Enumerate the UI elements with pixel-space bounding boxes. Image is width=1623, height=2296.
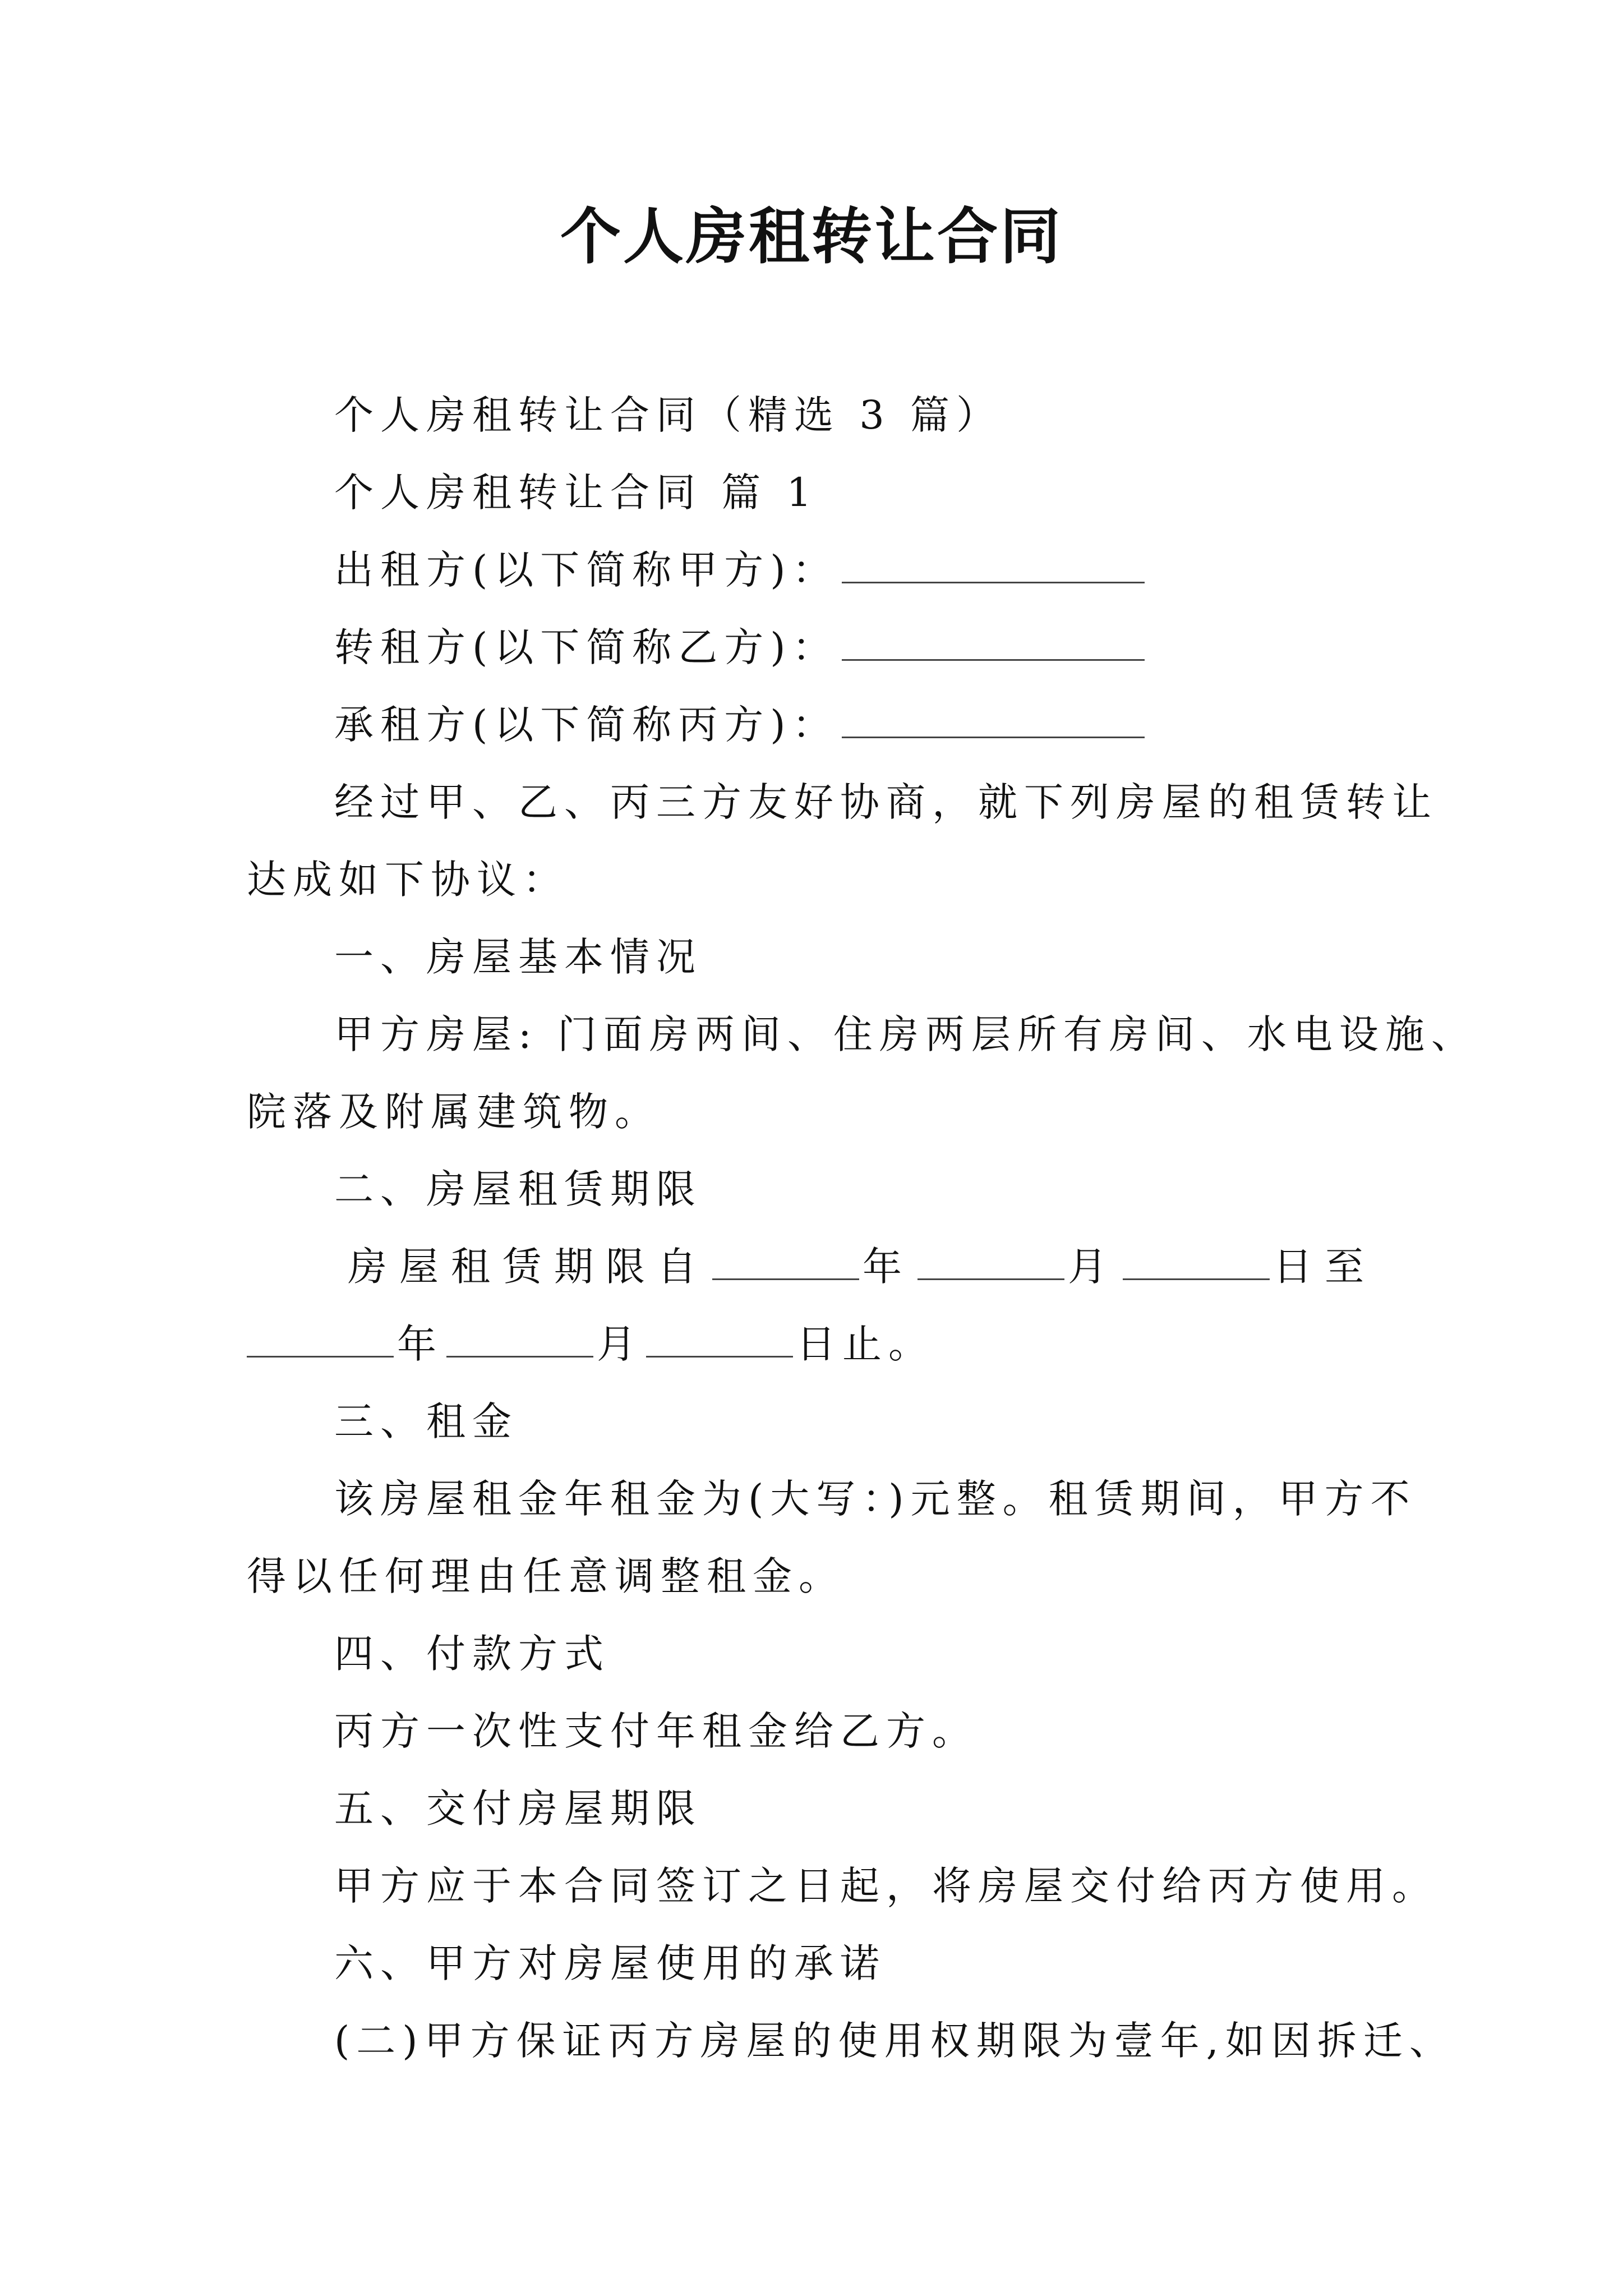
section-1-line-1: 甲方房屋: 门面房两间、住房两层所有房间、水电设施、 <box>334 1011 1477 1057</box>
section-4-line-1: 丙方一次性支付年租金给乙方。 <box>334 1708 978 1754</box>
party-lessor-label: 出租方(以下简称甲方)： <box>334 547 838 593</box>
party-lessor-line <box>334 542 1478 598</box>
start-year-label: 年 <box>863 1244 914 1290</box>
start-year-blank <box>712 1241 859 1280</box>
party-sublessor-line <box>334 619 1478 675</box>
end-day-label: 日止。 <box>796 1321 934 1367</box>
party-lessor-blank <box>842 545 1145 583</box>
start-month-label: 月 <box>1068 1244 1119 1290</box>
start-day-label: 日至 <box>1273 1244 1376 1290</box>
party-sublessor-blank <box>842 622 1145 661</box>
lease-period-prefix: 房屋租赁期限自 <box>348 1244 709 1290</box>
section-5-line-1: 甲方应于本合同签订之日起，将房屋交付给丙方使用。 <box>334 1863 1438 1909</box>
section-2-heading: 二、房屋租赁期限 <box>334 1166 702 1212</box>
end-year-label: 年 <box>397 1321 443 1367</box>
section-1-heading: 一、房屋基本情况 <box>334 934 702 980</box>
start-month-blank <box>917 1241 1064 1280</box>
start-day-blank <box>1123 1241 1270 1280</box>
end-month-blank <box>446 1319 593 1358</box>
section-2-line-1 <box>348 1239 1492 1295</box>
end-month-label: 月 <box>597 1321 643 1367</box>
section-4-heading: 四、付款方式 <box>334 1631 610 1677</box>
section-2-line-2 <box>247 1316 1391 1372</box>
end-year-blank <box>247 1319 394 1358</box>
section-6-line-1: (二)甲方保证丙方房屋的使用权期限为壹年,如因拆迁、 <box>334 2018 1455 2064</box>
section-3-heading: 三、租金 <box>334 1398 518 1444</box>
end-day-blank <box>646 1319 793 1358</box>
section-3-line-1: 该房屋租金年租金为(大写：)元整。租赁期间，甲方不 <box>334 1476 1417 1522</box>
party-lessee-label: 承租方(以下简称丙方)： <box>334 702 838 748</box>
section-1-line-2: 院落及附属建筑物。 <box>247 1089 661 1135</box>
section-6-heading: 六、甲方对房屋使用的承诺 <box>334 1940 886 1986</box>
section-5-heading: 五、交付房屋期限 <box>334 1786 702 1832</box>
party-lessee-line <box>334 697 1478 753</box>
party-sublessor-label: 转租方(以下简称乙方)： <box>334 624 838 670</box>
section-heading: 个人房租转让合同 篇 1 <box>334 470 819 516</box>
intro-line-1: 经过甲、乙、丙三方友好协商，就下列房屋的租赁转让 <box>334 779 1438 825</box>
subtitle: 个人房租转让合同（精选 3 篇） <box>334 392 1003 438</box>
intro-line-2: 达成如下协议： <box>247 857 569 903</box>
party-lessee-blank <box>842 700 1145 738</box>
document-title: 个人房租转让合同 <box>560 201 1063 272</box>
section-3-line-2: 得以任何理由任意调整租金。 <box>247 1553 845 1599</box>
